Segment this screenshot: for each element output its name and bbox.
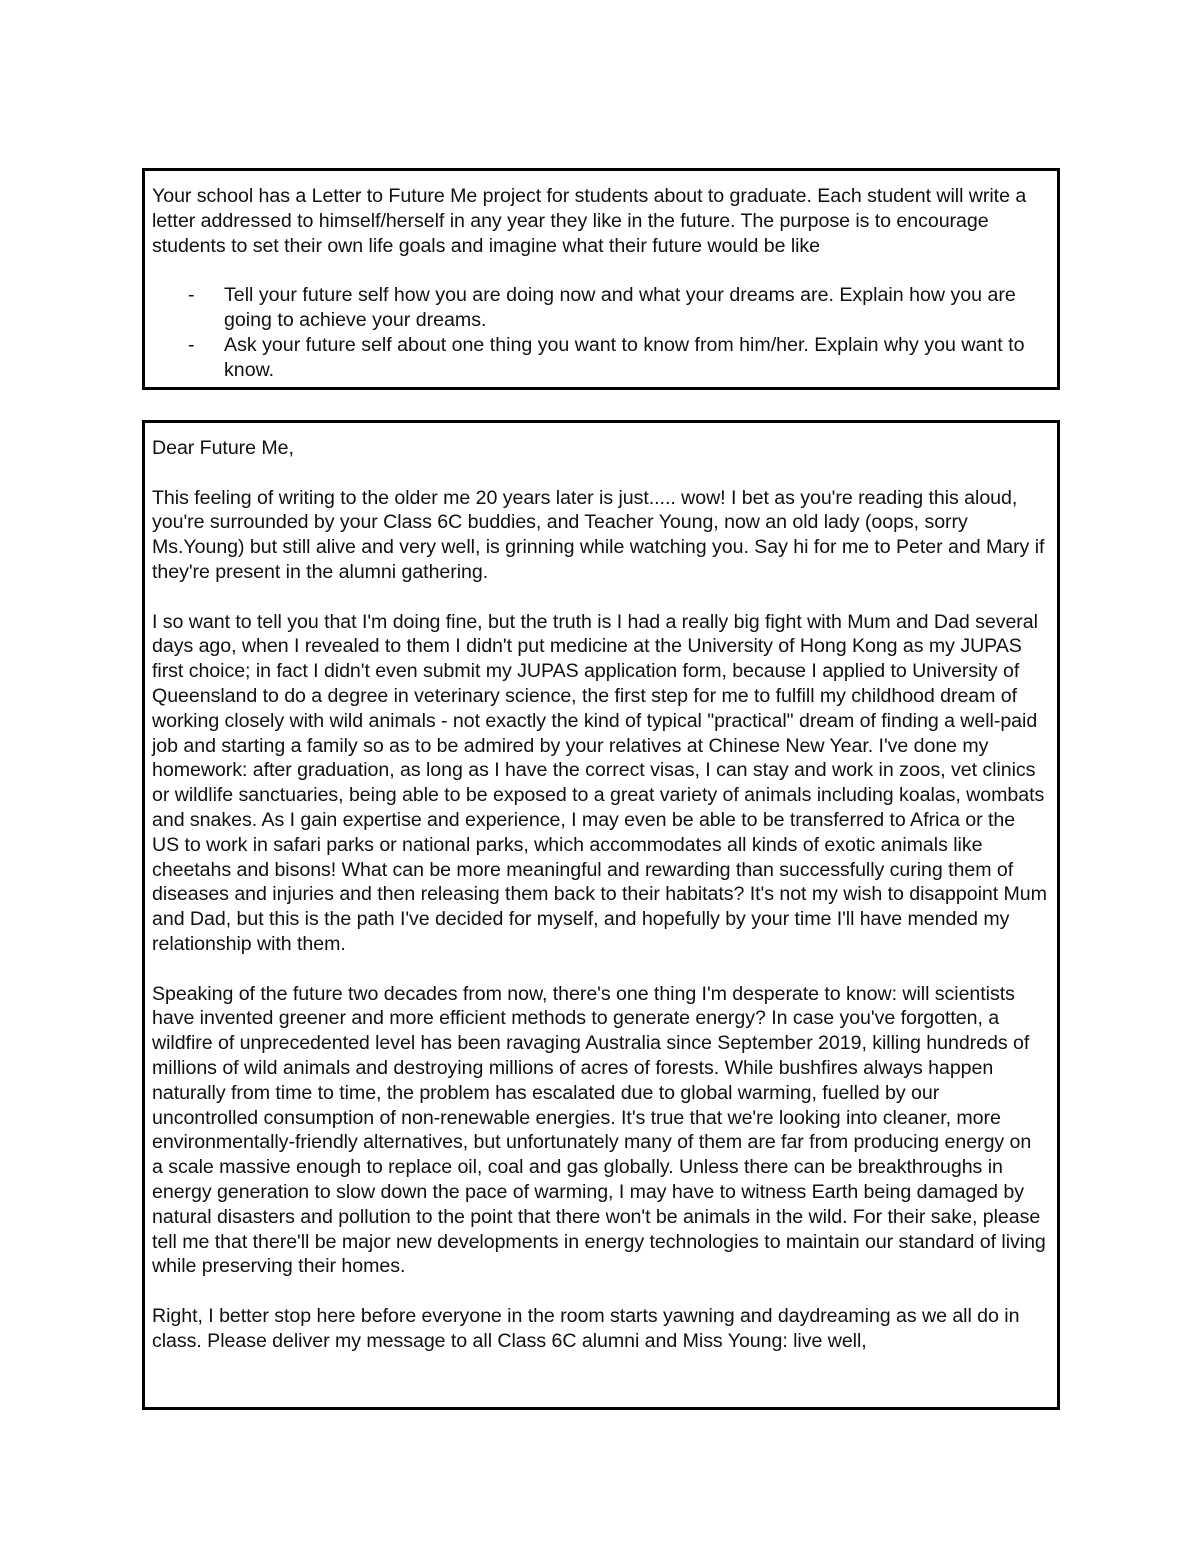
letter-salutation: Dear Future Me,: [152, 437, 294, 459]
task-intro: Your school has a Letter to Future Me project for students about to graduate. Each student will write a letter addressed to himself/herself in any year they like in the future. The purpose is to encourage students to set their own life goals and imagine what their future would be like: [152, 185, 1027, 257]
task-bullet-text: Tell your future self how you are doing now and what your dreams are. Explain how you are going to achieve your dreams.: [224, 284, 1016, 331]
task-bullet-item: [152, 333, 1045, 383]
letter-paragraph-3: Speaking of the future two decades from now, there's one thing I'm desperate to know: will scientists have invented greener and more efficient methods to generate energy? In case you've forgotten, a wildfire of unprecedented level has been ravaging Australia since September 2019, killing hundreds of millions of wild animals and destroying millions of acres of forests. While bushfires always happen naturally from time to time, the problem has escalated due to global warming, fuelled by our uncontrolled consumption of non-renewable energies. It's true that we're looking into cleaner, more environmentally-friendly alternatives, but unfortunately many of them are far from producing energy on a scale massive enough to replace oil, coal and gas globally. Unless there can be breakthroughs in energy generation to slow down the pace of warming, I may have to witness Earth being damaged by natural disasters and pollution to the point that there won't be animals in the wild. For their sake, please tell me that there'll be major new developments in energy technologies to maintain our standard of living while preserving their homes.: [152, 982, 1046, 1278]
letter-paragraph-4: Right, I better stop here before everyone in the room starts yawning and daydreaming as we all do in class. Please deliver my message to all Class 6C alumni and Miss Young: live well,: [152, 1304, 1020, 1352]
letter-box: [142, 420, 1060, 1410]
task-bullet-item: [152, 283, 1045, 333]
letter-paragraph-2: I so want to tell you that I'm doing fine, but the truth is I had a really big fight with Mum and Dad several days ago, when I revealed to them I didn't put medicine at the University of Hong Kong as my JUPAS first choice; in fact I didn't even submit my JUPAS application form, because I applied to University of Queensland to do a degree in veterinary science, the first step for me to fulfill my childhood dream of working closely with wild animals - not exactly the kind of typical "practical" dream of finding a well-paid job and starting a family so as to be admired by your relatives at Chinese New Year. I've done my homework: after graduation, as long as I have the correct visas, I can stay and work in zoos, vet clinics or wildlife sanctuaries, being able to be exposed to a great variety of animals including koalas, wombats and snakes. As I gain expertise and experience, I may even be able to be transferred to Africa or the US to work in safari parks or national parks, which accommodates all kinds of exotic animals like cheetahs and bisons! What can be more meaningful and rewarding than successfully curing them of diseases and injuries and then releasing them back to their habitats? It's not my wish to disappoint Mum and Dad, but this is the path I've decided for myself, and hopefully by your time I'll have mended my relationship with them.: [152, 610, 1047, 955]
task-bullet-list: [152, 283, 1045, 382]
task-prompt-box: [142, 168, 1060, 390]
letter-paragraph-1: This feeling of writing to the older me 20 years later is just..... wow! I bet as you're reading this aloud, you're surrounded by your Class 6C buddies, and Teacher Young, now an old lady (oops, sorry Ms.Young) but still alive and very well, is grinning while watching you. Say hi for me to Peter and Mary if they're present in the alumni gathering.: [152, 486, 1045, 583]
task-bullet-text: Ask your future self about one thing you want to know from him/her. Explain why you want to know.: [224, 333, 1025, 381]
bullet-dash: -: [188, 333, 195, 356]
bullet-dash: -: [188, 284, 195, 307]
